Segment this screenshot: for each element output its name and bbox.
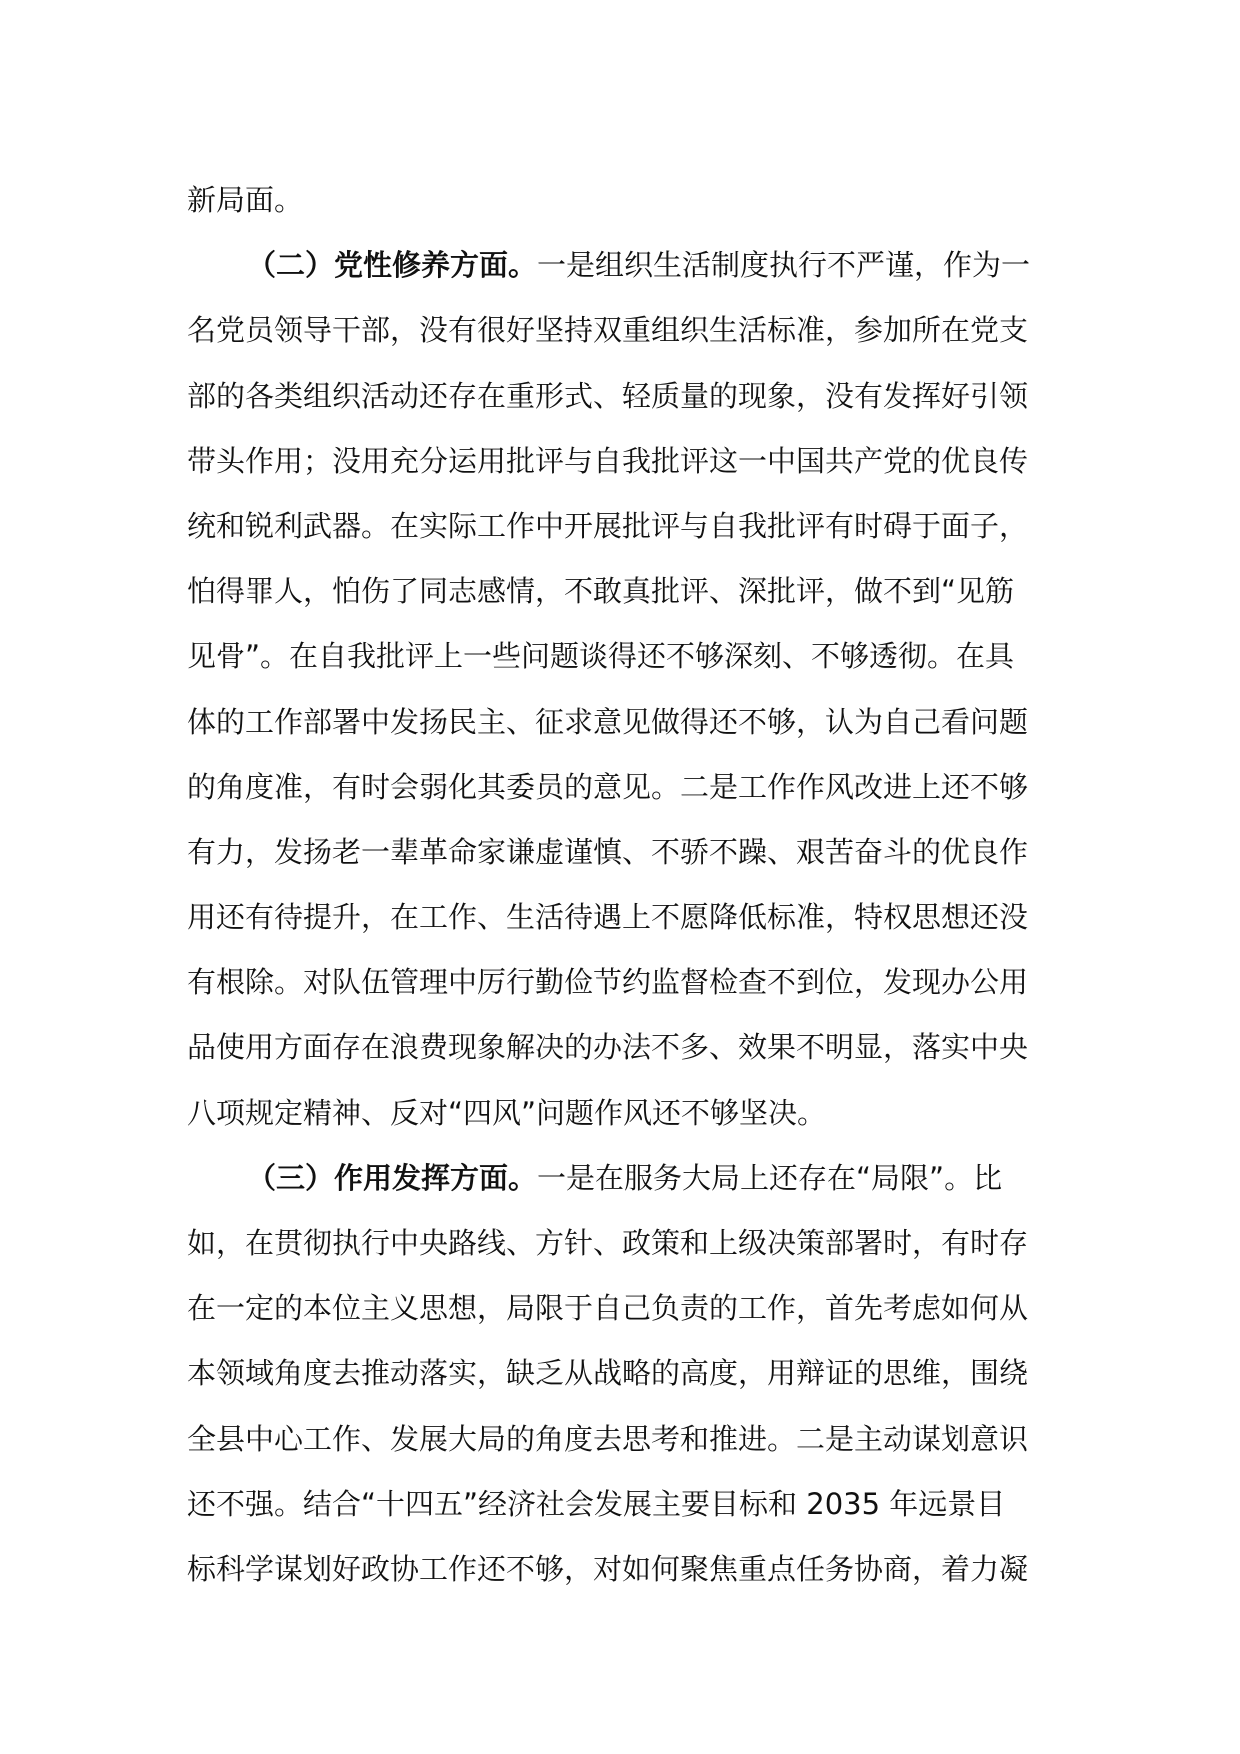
text-run: 一是在服务大局上还存在“局限”。比	[537, 1160, 1003, 1195]
text-line: 在一定的本位主义思想，局限于自己负责的工作，首先考虑如何从	[187, 1291, 1029, 1326]
document-body	[187, 168, 1059, 1602]
text-line: 八项规定精神、反对“四风”问题作风还不够坚决。	[187, 1095, 827, 1130]
text-line: 新局面。	[187, 183, 304, 217]
text-line: 本领域角度去推动落实，缺乏从战略的高度，用辩证的思维，围绕	[187, 1356, 1029, 1391]
text-line: 全县中心工作、发展大局的角度去思考和推进。二是主动谋划意识	[187, 1421, 1029, 1456]
paragraph-1	[187, 168, 1059, 233]
section-heading-3: （三）作用发挥方面。	[247, 1160, 538, 1195]
text-line: 统和锐利武器。在实际工作中开展批评与自我批评有时碍于面子，	[187, 508, 1029, 543]
paragraph-2	[187, 233, 1059, 1146]
text-run: 一是组织生活制度执行不严谨，作为一	[537, 248, 1031, 283]
text-line: 还不强。结合“十四五”经济社会发展主要目标和 2035 年远景目	[187, 1486, 1006, 1521]
text-line: 见骨”。在自我批评上一些问题谈得还不够深刻、不够透彻。在具	[187, 639, 1015, 674]
text-line: 标科学谋划好政协工作还不够，对如何聚焦重点任务协商，着力凝	[187, 1551, 1029, 1586]
text-line	[187, 1146, 1059, 1211]
text-line: 带头作用；没用充分运用批评与自我批评这一中国共产党的优良传	[187, 443, 1029, 478]
section-heading-2: （二）党性修养方面。	[247, 248, 538, 283]
text-line: 有力，发扬老一辈革命家谦虚谨慎、不骄不躁、艰苦奋斗的优良作	[187, 834, 1029, 869]
text-line	[187, 233, 1059, 298]
text-line: 部的各类组织活动还存在重形式、轻质量的现象，没有发挥好引领	[187, 378, 1029, 413]
text-line: 体的工作部署中发扬民主、征求意见做得还不够，认为自己看问题	[187, 704, 1029, 739]
text-line: 的角度准，有时会弱化其委员的意见。二是工作作风改进上还不够	[187, 769, 1029, 804]
text-line: 如，在贯彻执行中央路线、方针、政策和上级决策部署时，有时存	[187, 1226, 1029, 1260]
text-line: 名党员领导干部，没有很好坚持双重组织生活标准，参加所在党支	[187, 313, 1029, 348]
text-line: 品使用方面存在浪费现象解决的办法不多、效果不明显，落实中央	[187, 1030, 1029, 1065]
paragraph-3	[187, 1146, 1059, 1602]
text-line: 有根除。对队伍管理中厉行勤俭节约监督检查不到位，发现办公用	[187, 965, 1029, 1000]
text-line: 用还有待提升，在工作、生活待遇上不愿降低标准，特权思想还没	[187, 900, 1029, 935]
text-line: 怕得罪人，怕伤了同志感情，不敢真批评、深批评，做不到“见筋	[187, 574, 1015, 609]
